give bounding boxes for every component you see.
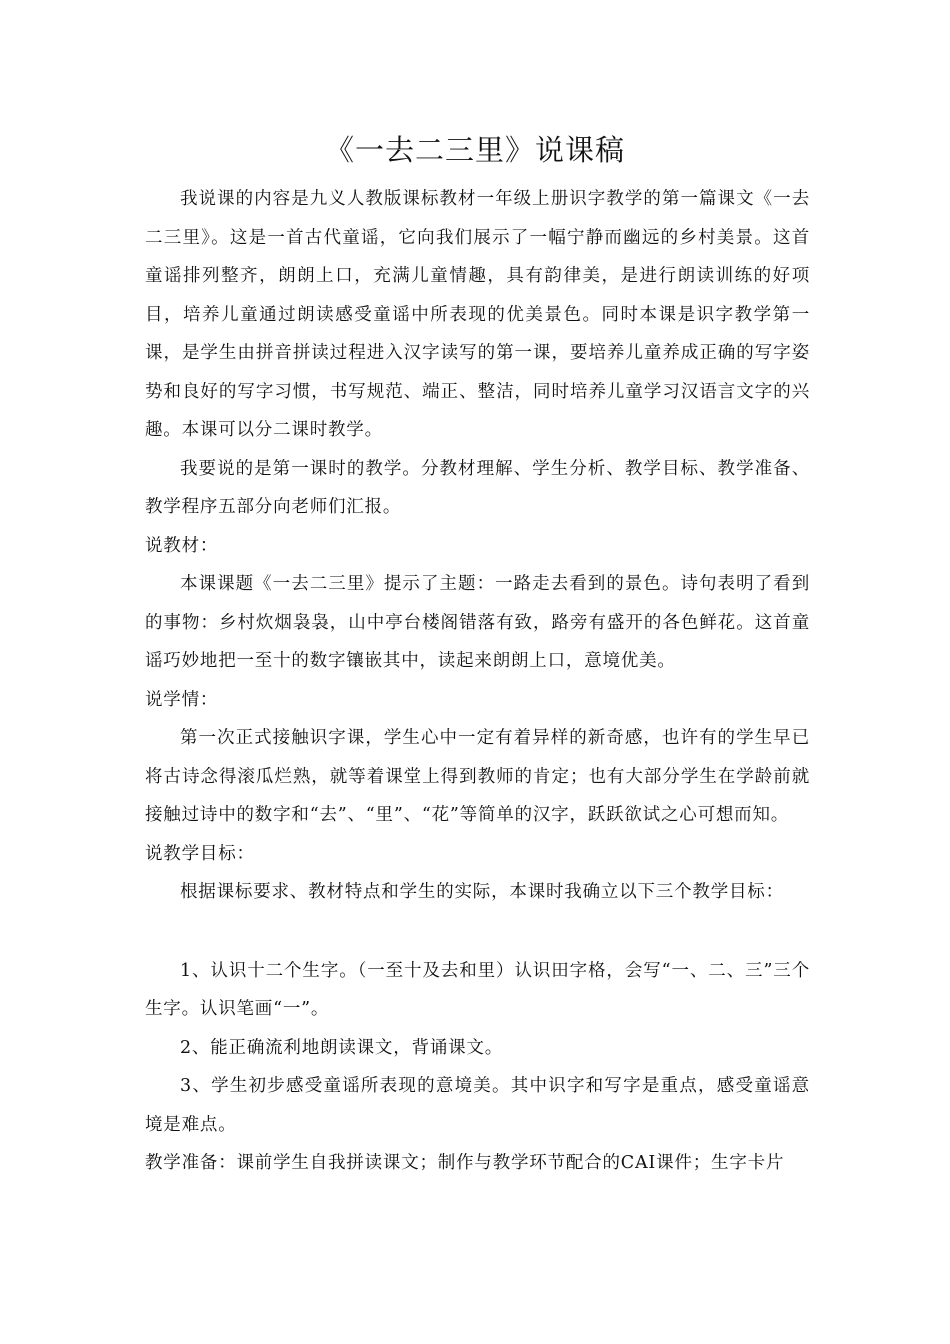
blank-line [145,912,810,952]
textbook-paragraph: 本课课题《一去二三里》提示了主题：一路走去看到的景色。诗句表明了看到的事物：乡村炊烟袅袅，山中亭台楼阁错落有致，路旁有盛开的各色鲜花。这首童谣巧妙地把一至十的数字镶嵌其中，读起来朗朗上口，意境优美。 [145,574,810,671]
heading-goals: 说教学目标： [145,843,255,864]
goal-item-2: 2、能正确流利地朗读课文，背诵课文。 [180,1037,504,1058]
document-body [145,180,810,1183]
goal-item-3: 3、学生初步感受童谣所表现的意境美。其中识字和写字是重点，感受童谣意境是难点。 [145,1076,810,1135]
intro-paragraph-1: 我说课的内容是九义人教版课标教材一年级上册识字教学的第一篇课文《一去二三里》。这是一首古代童谣，它向我们展示了一幅宁静而幽远的乡村美景。这首童谣排列整齐，朗朗上口，充满儿童情趣，具有韵律美，是进行朗读训练的好项目，培养儿童通过朗读感受童谣中所表现的优美景色。同时本课是识字教学第一课，是学生由拼音拼读过程进入汉字读写的第一课，要培养儿童养成正确的写字姿势和良好的写字习惯，书写规范、端正、整洁，同时培养儿童学习汉语言文字的兴趣。本课可以分二课时教学。 [145,189,810,440]
intro-paragraph-2: 我要说的是第一课时的教学。分教材理解、学生分析、教学目标、教学准备、教学程序五部分向老师们汇报。 [145,458,810,517]
goals-intro: 根据课标要求、教材特点和学生的实际，本课时我确立以下三个教学目标： [180,882,784,902]
document-title: 《一去二三里》说课稿 [324,133,625,167]
heading-textbook: 说教材： [145,535,219,556]
heading-students: 说学情： [145,689,219,710]
teaching-preparation: 教学准备：课前学生自我拼读课文；制作与教学环节配合的CAI课件；生字卡片 [145,1153,785,1173]
students-paragraph: 第一次正式接触识字课，学生心中一定有着异样的新奇感，也许有的学生早已将古诗念得滚瓜烂熟，就等着课堂上得到教师的肯定；也有大部分学生在学龄前就接触过诗中的数字和“去”、“里”、“花”等简单的汉字，跃跃欲试之心可想而知。 [145,728,810,825]
goal-item-1: 1、认识十二个生字。（一至十及去和里）认识田字格，会写“一、二、三”三个生字。认识笔画“一”。 [145,960,810,1019]
